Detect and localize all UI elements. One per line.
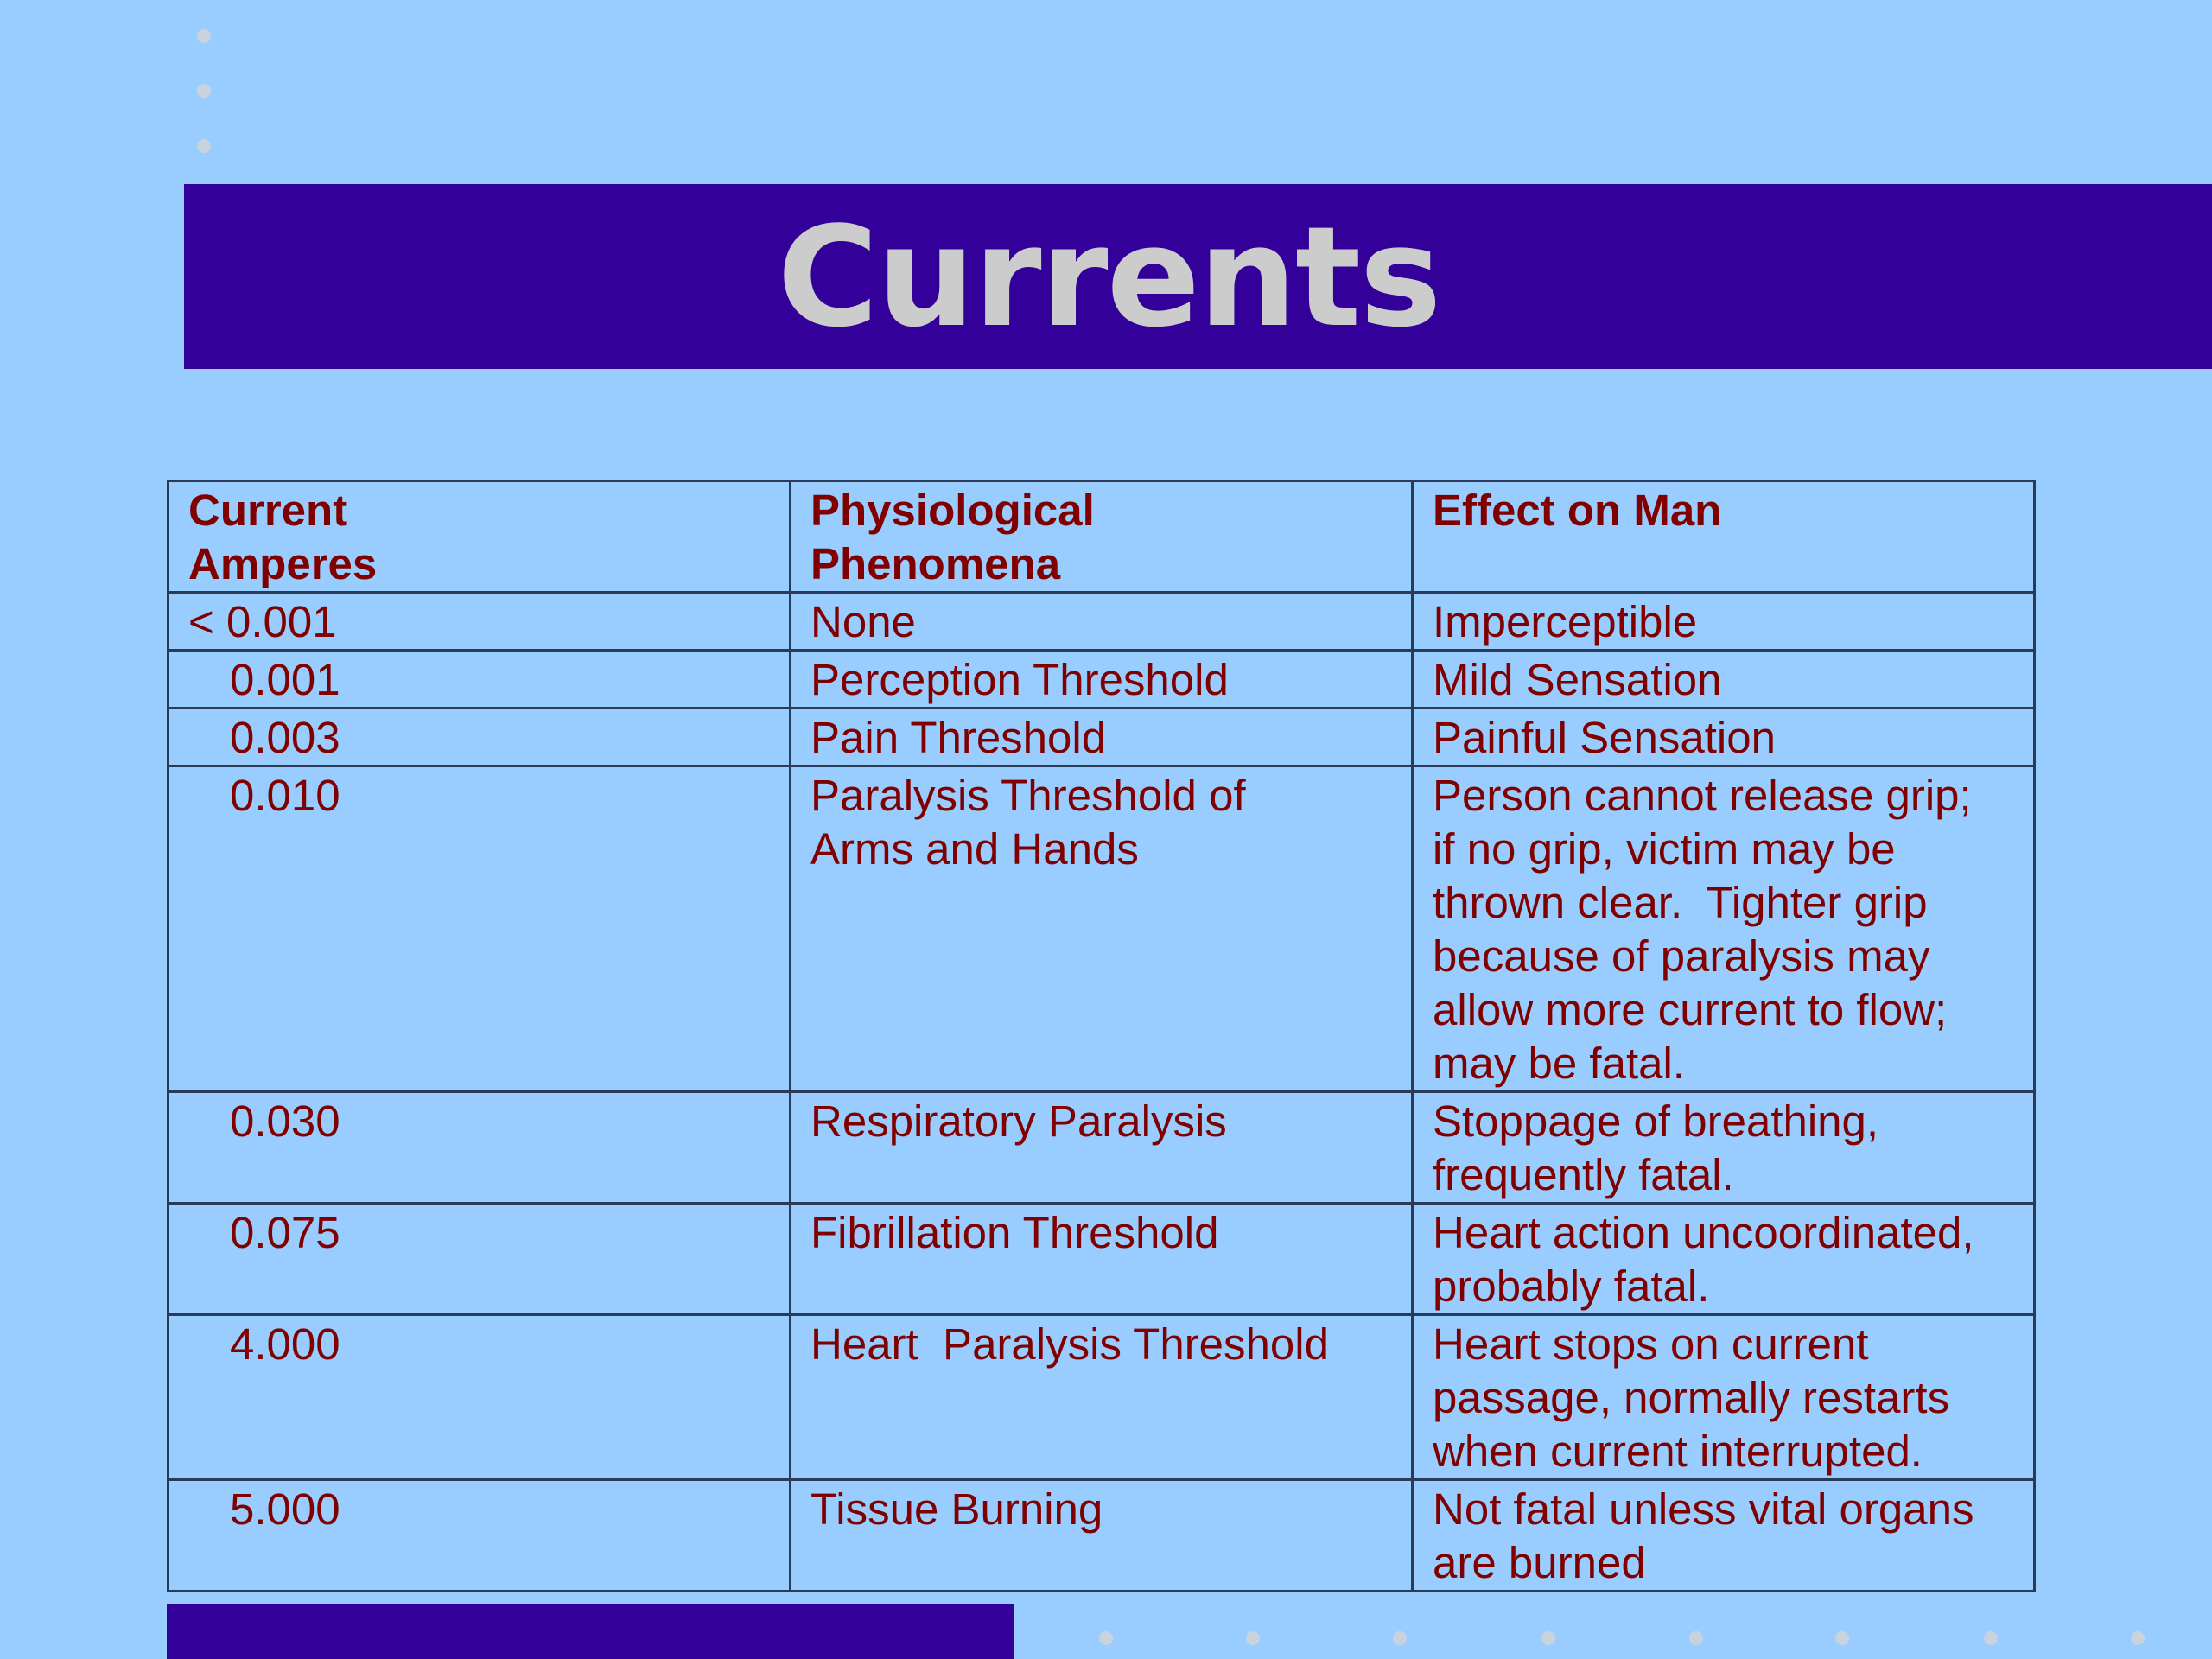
table-row (168, 766, 2035, 1092)
cell-effect: Mild Sensation (1413, 651, 2035, 709)
slide-title: Currents (777, 195, 1440, 358)
cell-current: 0.003 (168, 709, 791, 766)
decorative-dot (2131, 1631, 2145, 1645)
cell-phenomena: Heart Paralysis Threshold (791, 1315, 1413, 1480)
decorative-dot (1689, 1631, 1703, 1645)
cell-current: 0.030 (168, 1092, 791, 1204)
table-row (168, 593, 2035, 651)
decorative-dot (1835, 1631, 1849, 1645)
decorative-dot (197, 29, 211, 43)
cell-effect: Imperceptible (1413, 593, 2035, 651)
table-row (168, 651, 2035, 709)
decorative-dot (197, 84, 211, 98)
cell-current: 0.010 (168, 766, 791, 1092)
header-physiological-phenomena: Physiological Phenomena (791, 481, 1413, 593)
decorative-dot (197, 139, 211, 153)
cell-current: < 0.001 (168, 593, 791, 651)
cell-phenomena: Pain Threshold (791, 709, 1413, 766)
cell-effect: Not fatal unless vital organs are burned (1413, 1480, 2035, 1592)
footer-bar (167, 1604, 1014, 1659)
cell-effect: Person cannot release grip; if no grip, victim may be thrown clear. Tighter grip because of paralysis may allow more current to flow; may be fatal. (1413, 766, 2035, 1092)
table-row (168, 1480, 2035, 1592)
decorative-dot (1246, 1631, 1260, 1645)
cell-phenomena: Perception Threshold (791, 651, 1413, 709)
cell-effect: Painful Sensation (1413, 709, 2035, 766)
header-effect-on-man: Effect on Man (1413, 481, 2035, 593)
cell-effect: Heart action uncoordinated, probably fatal. (1413, 1204, 2035, 1315)
table-row (168, 709, 2035, 766)
currents-table (167, 480, 2036, 1592)
header-current-amperes: Current Amperes (168, 481, 791, 593)
decorative-dot (1099, 1631, 1113, 1645)
cell-current: 0.075 (168, 1204, 791, 1315)
cell-current: 4.000 (168, 1315, 791, 1480)
decorative-dot (1393, 1631, 1407, 1645)
decorative-dot (1984, 1631, 1998, 1645)
cell-effect: Heart stops on current passage, normally restarts when current interrupted. (1413, 1315, 2035, 1480)
cell-phenomena: Fibrillation Threshold (791, 1204, 1413, 1315)
table-header-row (168, 481, 2035, 593)
cell-effect: Stoppage of breathing, frequently fatal. (1413, 1092, 2035, 1204)
cell-current: 0.001 (168, 651, 791, 709)
cell-phenomena: Tissue Burning (791, 1480, 1413, 1592)
table-row (168, 1315, 2035, 1480)
decorative-dot (1541, 1631, 1555, 1645)
table-row (168, 1204, 2035, 1315)
table-row (168, 1092, 2035, 1204)
cell-current: 5.000 (168, 1480, 791, 1592)
cell-phenomena: None (791, 593, 1413, 651)
cell-phenomena: Respiratory Paralysis (791, 1092, 1413, 1204)
cell-phenomena: Paralysis Threshold of Arms and Hands (791, 766, 1413, 1092)
